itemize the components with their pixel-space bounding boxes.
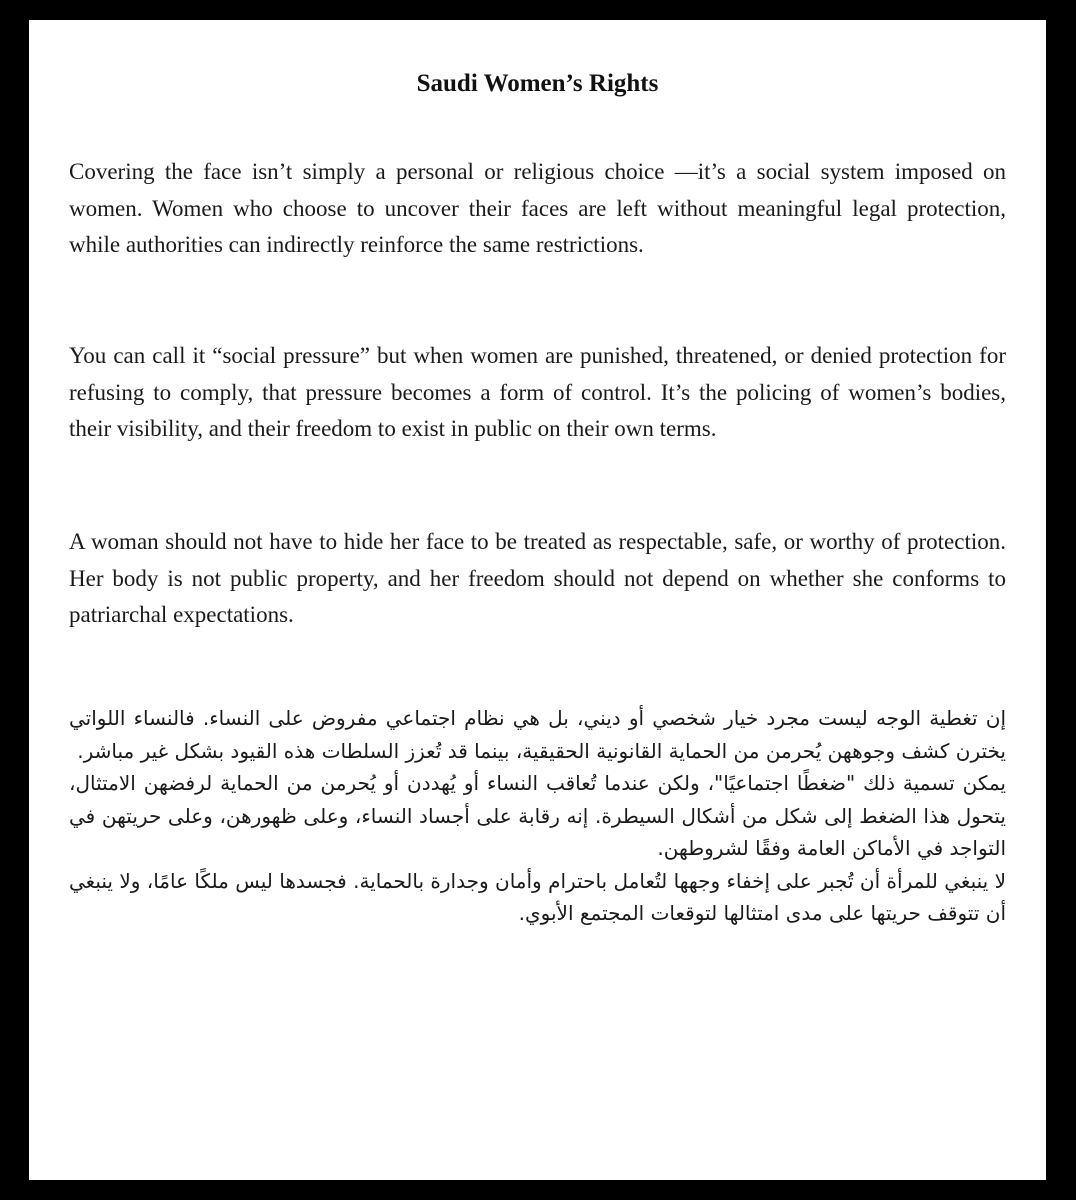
arabic-paragraph-2: يمكن تسمية ذلك "ضغطًا اجتماعيًا"، ولكن عندما تُعاقب النساء أو يُهددن أو يُحرمن من الحماية لرفضهن الامتثال، يتحول هذا الضغط إلى شكل من أشكال السيطرة. إنه رقابة على أجساد النساء، وعلى ظهورهن، وعلى حريتهن في التواجد في الأماكن العامة وفقًا لشروطهن. — [69, 771, 1006, 860]
document-page — [29, 20, 1046, 1180]
arabic-paragraph-1: إن تغطية الوجه ليست مجرد خيار شخصي أو ديني، بل هي نظام اجتماعي مفروض على النساء. فالنساء اللواتي يخترن كشف وجوههن يُحرمن من الحماية القانونية الحقيقية، بينما قد تُعزز السلطات هذه القيود بشكل غير مباشر. — [69, 706, 1006, 763]
english-paragraph-1: Covering the face isn’t simply a personal or religious choice —it’s a social system imposed on women. Women who choose to uncover their faces are left without meaningful legal protection, while authorities can indirectly reinforce the same restrictions. — [69, 159, 1006, 257]
arabic-text-block — [69, 702, 1006, 930]
document-title: Saudi Women’s Rights — [416, 70, 659, 97]
arabic-paragraph-3: لا ينبغي للمرأة أن تُجبر على إخفاء وجهها لتُعامل باحترام وأمان وجدارة بالحماية. فجسدها ليس ملكًا عامًا، ولا ينبغي أن تتوقف حريتها على مدى امتثالها لتوقعات المجتمع الأبوي. — [69, 868, 1006, 925]
english-paragraph-3: A woman should not have to hide her face to be treated as respectable, safe, or worthy of protection. Her body is not public property, and her freedom should not depend on whether she conforms to patriarchal expectations. — [69, 529, 1006, 627]
english-paragraph-2: You can call it “social pressure” but when women are punished, threatened, or denied protection for refusing to comply, that pressure becomes a form of control. It’s the policing of women’s bodies, their visibility, and their freedom to exist in public on their own terms. — [69, 343, 1006, 441]
